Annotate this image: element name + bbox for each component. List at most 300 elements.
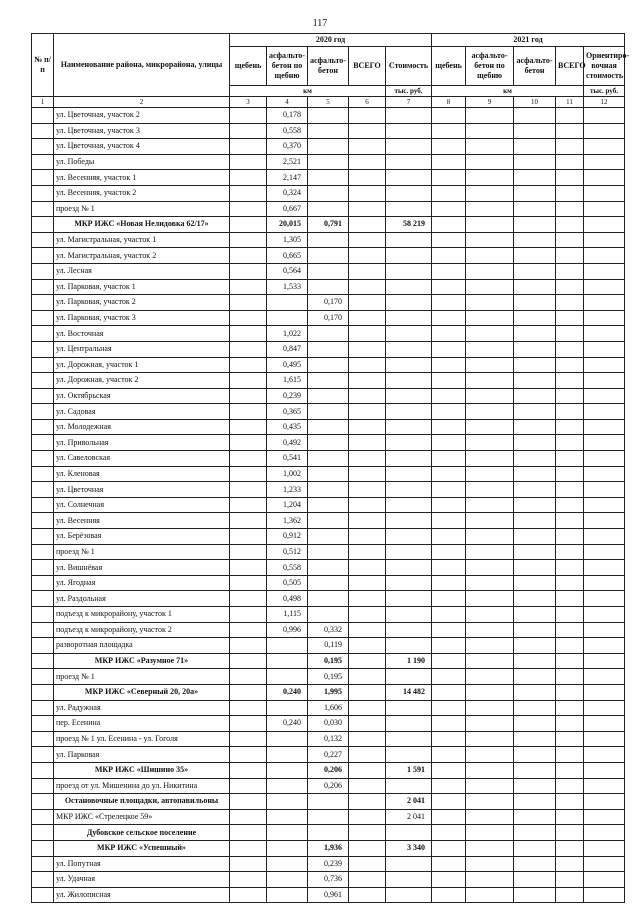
col-index: 1	[32, 97, 54, 108]
row-cell-c6	[349, 840, 386, 856]
table-row	[32, 341, 625, 357]
row-name: ул. Садовая	[54, 404, 230, 420]
row-cell-c4: 0,847	[267, 341, 308, 357]
table-row-section	[32, 840, 625, 856]
row-cell-c9	[466, 560, 514, 576]
row-cell-c1	[32, 575, 54, 591]
row-name: ул. Цветочная	[54, 482, 230, 498]
row-cell-c6	[349, 185, 386, 201]
row-cell-c10	[514, 669, 556, 685]
row-cell-c10	[514, 123, 556, 139]
row-cell-c6	[349, 248, 386, 264]
row-cell-c11	[556, 388, 584, 404]
row-cell-c3	[230, 684, 267, 700]
table-row	[32, 622, 625, 638]
row-cell-c6	[349, 435, 386, 451]
row-name: ул. Лесная	[54, 263, 230, 279]
row-cell-c4: 0,365	[267, 404, 308, 420]
row-cell-c11	[556, 716, 584, 732]
row-cell-c7	[386, 373, 432, 389]
row-cell-c4: 2,521	[267, 154, 308, 170]
table-row-section	[32, 762, 625, 778]
row-cell-c9	[466, 700, 514, 716]
page-number: 117	[312, 18, 328, 29]
row-cell-c10	[514, 170, 556, 186]
row-cell-c9	[466, 513, 514, 529]
table-row	[32, 856, 625, 872]
row-cell-c12	[584, 185, 625, 201]
row-cell-c1	[32, 747, 54, 763]
row-cell-c8	[432, 731, 466, 747]
row-cell-c1	[32, 716, 54, 732]
row-cell-c9	[466, 482, 514, 498]
row-cell-c11	[556, 731, 584, 747]
row-cell-c7	[386, 575, 432, 591]
row-name: ул. Раздольная	[54, 591, 230, 607]
row-cell-c5	[308, 185, 349, 201]
row-cell-c7: 2 041	[386, 809, 432, 825]
row-cell-c11	[556, 170, 584, 186]
row-cell-c1	[32, 653, 54, 669]
row-cell-c11	[556, 154, 584, 170]
row-cell-c5: 1,936	[308, 840, 349, 856]
row-cell-c10	[514, 747, 556, 763]
row-cell-c11	[556, 638, 584, 654]
row-cell-c11	[556, 466, 584, 482]
row-cell-c3	[230, 404, 267, 420]
row-name: ул. Жилописная	[54, 887, 230, 903]
header-year-2020: 2020 год	[230, 34, 432, 47]
row-cell-c9	[466, 217, 514, 233]
row-cell-c5: 0,132	[308, 731, 349, 747]
row-cell-c12	[584, 154, 625, 170]
row-cell-c6	[349, 108, 386, 124]
header-year-2021: 2021 год	[432, 34, 625, 47]
row-cell-c9	[466, 716, 514, 732]
row-name: ул. Дорожная, участок 2	[54, 373, 230, 389]
row-cell-c7	[386, 669, 432, 685]
row-cell-c6	[349, 263, 386, 279]
row-cell-c12	[584, 388, 625, 404]
row-cell-c8	[432, 669, 466, 685]
row-cell-c3	[230, 856, 267, 872]
row-name: Остановочные площадки, автопавильоны	[54, 794, 230, 810]
table-row	[32, 170, 625, 186]
table-row	[32, 263, 625, 279]
row-cell-c12	[584, 497, 625, 513]
row-cell-c5	[308, 435, 349, 451]
row-cell-c12	[584, 872, 625, 888]
row-cell-c5: 0,961	[308, 887, 349, 903]
row-cell-c12	[584, 513, 625, 529]
col-index: 9	[466, 97, 514, 108]
row-name: ул. Весенняя, участок 2	[54, 185, 230, 201]
row-cell-c12	[584, 809, 625, 825]
row-cell-c1	[32, 856, 54, 872]
row-cell-c5: 0,170	[308, 295, 349, 311]
row-cell-c11	[556, 607, 584, 623]
row-cell-c8	[432, 513, 466, 529]
row-cell-c4	[267, 731, 308, 747]
row-cell-c4: 1,022	[267, 326, 308, 342]
unit-km: км	[432, 86, 584, 97]
row-cell-c5	[308, 170, 349, 186]
row-cell-c8	[432, 544, 466, 560]
row-cell-c12	[584, 638, 625, 654]
header-sub: асфальто-бетон по щебню	[466, 47, 514, 86]
table-row	[32, 185, 625, 201]
row-cell-c7	[386, 466, 432, 482]
row-cell-c11	[556, 357, 584, 373]
row-cell-c3	[230, 560, 267, 576]
row-cell-c3	[230, 451, 267, 467]
row-cell-c9	[466, 747, 514, 763]
row-cell-c4: 1,002	[267, 466, 308, 482]
row-cell-c12	[584, 794, 625, 810]
row-cell-c3	[230, 778, 267, 794]
row-name: Дубовское сельское поселение	[54, 825, 230, 841]
row-cell-c10	[514, 232, 556, 248]
row-cell-c5: 0,332	[308, 622, 349, 638]
row-cell-c6	[349, 482, 386, 498]
row-cell-c3	[230, 279, 267, 295]
row-cell-c10	[514, 419, 556, 435]
row-name: МКР ИЖС «Северный 20, 20а»	[54, 684, 230, 700]
row-cell-c5	[308, 809, 349, 825]
row-cell-c5	[308, 232, 349, 248]
row-cell-c11	[556, 778, 584, 794]
header-sub: щебень	[432, 47, 466, 86]
row-cell-c12	[584, 404, 625, 420]
table-row	[32, 466, 625, 482]
row-cell-c5: 0,119	[308, 638, 349, 654]
table-row	[32, 154, 625, 170]
row-cell-c6	[349, 560, 386, 576]
row-cell-c10	[514, 357, 556, 373]
row-cell-c3	[230, 310, 267, 326]
row-cell-c7	[386, 435, 432, 451]
row-cell-c11	[556, 825, 584, 841]
row-cell-c10	[514, 513, 556, 529]
row-name: ул. Парковая, участок 3	[54, 310, 230, 326]
row-cell-c10	[514, 373, 556, 389]
row-cell-c7	[386, 123, 432, 139]
row-cell-c4: 0,558	[267, 123, 308, 139]
row-cell-c4: 0,495	[267, 357, 308, 373]
row-cell-c11	[556, 279, 584, 295]
row-cell-c10	[514, 451, 556, 467]
row-cell-c9	[466, 451, 514, 467]
row-cell-c8	[432, 560, 466, 576]
row-cell-c8	[432, 529, 466, 545]
row-cell-c6	[349, 794, 386, 810]
row-cell-c4: 0,558	[267, 560, 308, 576]
row-cell-c8	[432, 497, 466, 513]
row-cell-c12	[584, 139, 625, 155]
row-cell-c10	[514, 326, 556, 342]
row-cell-c7	[386, 154, 432, 170]
row-cell-c9	[466, 108, 514, 124]
row-cell-c4: 0,240	[267, 684, 308, 700]
row-cell-c10	[514, 544, 556, 560]
row-cell-c7	[386, 513, 432, 529]
row-cell-c1	[32, 123, 54, 139]
row-cell-c12	[584, 295, 625, 311]
row-cell-c4: 0,239	[267, 388, 308, 404]
row-cell-c11	[556, 591, 584, 607]
row-cell-c1	[32, 544, 54, 560]
roads-table	[31, 33, 630, 903]
row-cell-c12	[584, 451, 625, 467]
row-cell-c3	[230, 591, 267, 607]
row-cell-c9	[466, 404, 514, 420]
row-cell-c8	[432, 419, 466, 435]
row-cell-c7	[386, 388, 432, 404]
table-row-section	[32, 653, 625, 669]
row-cell-c12	[584, 435, 625, 451]
row-cell-c1	[32, 373, 54, 389]
row-cell-c9	[466, 466, 514, 482]
row-cell-c1	[32, 513, 54, 529]
row-cell-c11	[556, 622, 584, 638]
row-cell-c9	[466, 185, 514, 201]
row-name: МКР ИЖС «Разумное 71»	[54, 653, 230, 669]
row-cell-c7	[386, 232, 432, 248]
row-cell-c8	[432, 373, 466, 389]
row-cell-c9	[466, 357, 514, 373]
row-cell-c12	[584, 529, 625, 545]
row-cell-c11	[556, 217, 584, 233]
row-cell-c6	[349, 778, 386, 794]
table-row	[32, 404, 625, 420]
row-cell-c8	[432, 638, 466, 654]
row-cell-c1	[32, 825, 54, 841]
row-cell-c9	[466, 139, 514, 155]
row-cell-c9	[466, 326, 514, 342]
row-cell-c6	[349, 388, 386, 404]
row-cell-c7	[386, 404, 432, 420]
row-cell-c7	[386, 341, 432, 357]
row-cell-c4: 0,498	[267, 591, 308, 607]
row-cell-c6	[349, 451, 386, 467]
row-cell-c7: 3 340	[386, 840, 432, 856]
row-cell-c4	[267, 762, 308, 778]
row-cell-c6	[349, 497, 386, 513]
row-cell-c11	[556, 326, 584, 342]
row-cell-c9	[466, 123, 514, 139]
table-row	[32, 700, 625, 716]
row-cell-c12	[584, 684, 625, 700]
row-cell-c1	[32, 185, 54, 201]
row-cell-c3	[230, 872, 267, 888]
row-cell-c5	[308, 248, 349, 264]
row-cell-c6	[349, 856, 386, 872]
row-cell-c5	[308, 201, 349, 217]
row-name: ул. Весенняя	[54, 513, 230, 529]
row-cell-c8	[432, 856, 466, 872]
row-cell-c12	[584, 341, 625, 357]
table-row	[32, 809, 625, 825]
table-row	[32, 747, 625, 763]
row-cell-c1	[32, 840, 54, 856]
row-cell-c1	[32, 482, 54, 498]
row-cell-c12	[584, 419, 625, 435]
row-cell-c9	[466, 544, 514, 560]
row-cell-c4: 0,541	[267, 451, 308, 467]
row-cell-c1	[32, 139, 54, 155]
row-cell-c9	[466, 388, 514, 404]
row-cell-c8	[432, 466, 466, 482]
row-cell-c3	[230, 731, 267, 747]
table-row	[32, 638, 625, 654]
row-cell-c8	[432, 185, 466, 201]
row-cell-c11	[556, 575, 584, 591]
row-cell-c10	[514, 263, 556, 279]
row-name: ул. Цветочная, участок 2	[54, 108, 230, 124]
table-row	[32, 373, 625, 389]
row-name: МКР ИЖС «Новая Нелидовка 62/17»	[54, 217, 230, 233]
row-cell-c7	[386, 607, 432, 623]
row-cell-c8	[432, 217, 466, 233]
row-cell-c1	[32, 451, 54, 467]
row-name: МКР ИЖС «Успешный»	[54, 840, 230, 856]
row-cell-c4: 1,233	[267, 482, 308, 498]
col-index: 5	[308, 97, 349, 108]
row-cell-c4	[267, 295, 308, 311]
table-row	[32, 607, 625, 623]
row-name: МКР ИЖС «Шишино 35»	[54, 762, 230, 778]
row-cell-c7	[386, 326, 432, 342]
row-cell-c11	[556, 404, 584, 420]
table-row-section	[32, 684, 625, 700]
row-cell-c7	[386, 279, 432, 295]
row-cell-c11	[556, 263, 584, 279]
row-cell-c9	[466, 529, 514, 545]
row-cell-c7	[386, 778, 432, 794]
row-name: ул. Радужная	[54, 700, 230, 716]
row-cell-c10	[514, 653, 556, 669]
row-cell-c1	[32, 341, 54, 357]
row-cell-c9	[466, 232, 514, 248]
row-name: ул. Парковая	[54, 747, 230, 763]
row-cell-c4	[267, 700, 308, 716]
row-cell-c7	[386, 887, 432, 903]
row-cell-c8	[432, 232, 466, 248]
table-row-section	[32, 825, 625, 841]
row-cell-c8	[432, 154, 466, 170]
row-cell-c9	[466, 840, 514, 856]
row-cell-c9	[466, 887, 514, 903]
row-cell-c10	[514, 840, 556, 856]
row-cell-c5: 0,030	[308, 716, 349, 732]
row-cell-c4: 1,204	[267, 497, 308, 513]
row-cell-c3	[230, 357, 267, 373]
row-cell-c9	[466, 263, 514, 279]
col-index: 2	[54, 97, 230, 108]
row-name: ул. Вишнёвая	[54, 560, 230, 576]
row-cell-c8	[432, 357, 466, 373]
row-cell-c10	[514, 809, 556, 825]
row-cell-c6	[349, 466, 386, 482]
col-index: 8	[432, 97, 466, 108]
table-row	[32, 201, 625, 217]
row-cell-c8	[432, 684, 466, 700]
row-name: подъезд к микрорайону, участок 2	[54, 622, 230, 638]
table-row-section	[32, 217, 625, 233]
table-row	[32, 388, 625, 404]
row-cell-c8	[432, 201, 466, 217]
row-cell-c9	[466, 778, 514, 794]
row-cell-c4	[267, 872, 308, 888]
row-cell-c1	[32, 731, 54, 747]
row-cell-c6	[349, 419, 386, 435]
row-cell-c5	[308, 497, 349, 513]
row-cell-c5	[308, 263, 349, 279]
row-cell-c1	[32, 778, 54, 794]
row-cell-c1	[32, 560, 54, 576]
row-cell-c12	[584, 778, 625, 794]
row-cell-c6	[349, 607, 386, 623]
row-cell-c12	[584, 560, 625, 576]
row-cell-c1	[32, 404, 54, 420]
row-cell-c12	[584, 326, 625, 342]
row-cell-c6	[349, 575, 386, 591]
row-cell-c6	[349, 139, 386, 155]
header-sub: Стоимость	[386, 47, 432, 86]
row-cell-c8	[432, 840, 466, 856]
table-row	[32, 139, 625, 155]
row-cell-c6	[349, 232, 386, 248]
row-cell-c8	[432, 575, 466, 591]
row-cell-c10	[514, 185, 556, 201]
row-cell-c7	[386, 747, 432, 763]
row-cell-c3	[230, 341, 267, 357]
row-cell-c3	[230, 529, 267, 545]
row-cell-c3	[230, 201, 267, 217]
row-cell-c11	[556, 809, 584, 825]
row-cell-c8	[432, 825, 466, 841]
row-cell-c4: 0,505	[267, 575, 308, 591]
row-cell-c6	[349, 872, 386, 888]
row-cell-c10	[514, 295, 556, 311]
row-cell-c6	[349, 357, 386, 373]
row-cell-c3	[230, 794, 267, 810]
row-cell-c10	[514, 684, 556, 700]
row-cell-c8	[432, 716, 466, 732]
row-cell-c7: 58 219	[386, 217, 432, 233]
row-cell-c1	[32, 762, 54, 778]
row-cell-c12	[584, 591, 625, 607]
table-row	[32, 497, 625, 513]
row-cell-c1	[32, 466, 54, 482]
row-name: ул. Центральная	[54, 341, 230, 357]
row-cell-c5	[308, 544, 349, 560]
row-cell-c10	[514, 466, 556, 482]
row-cell-c3	[230, 809, 267, 825]
row-cell-c1	[32, 232, 54, 248]
row-name: ул. Дорожная, участок 1	[54, 357, 230, 373]
row-cell-c4: 0,178	[267, 108, 308, 124]
row-cell-c8	[432, 747, 466, 763]
col-index: 12	[584, 97, 625, 108]
row-cell-c5	[308, 404, 349, 420]
row-cell-c4: 0,492	[267, 435, 308, 451]
row-cell-c3	[230, 419, 267, 435]
row-cell-c7	[386, 201, 432, 217]
row-cell-c1	[32, 794, 54, 810]
row-cell-c6	[349, 638, 386, 654]
row-name: ул. Привольная	[54, 435, 230, 451]
